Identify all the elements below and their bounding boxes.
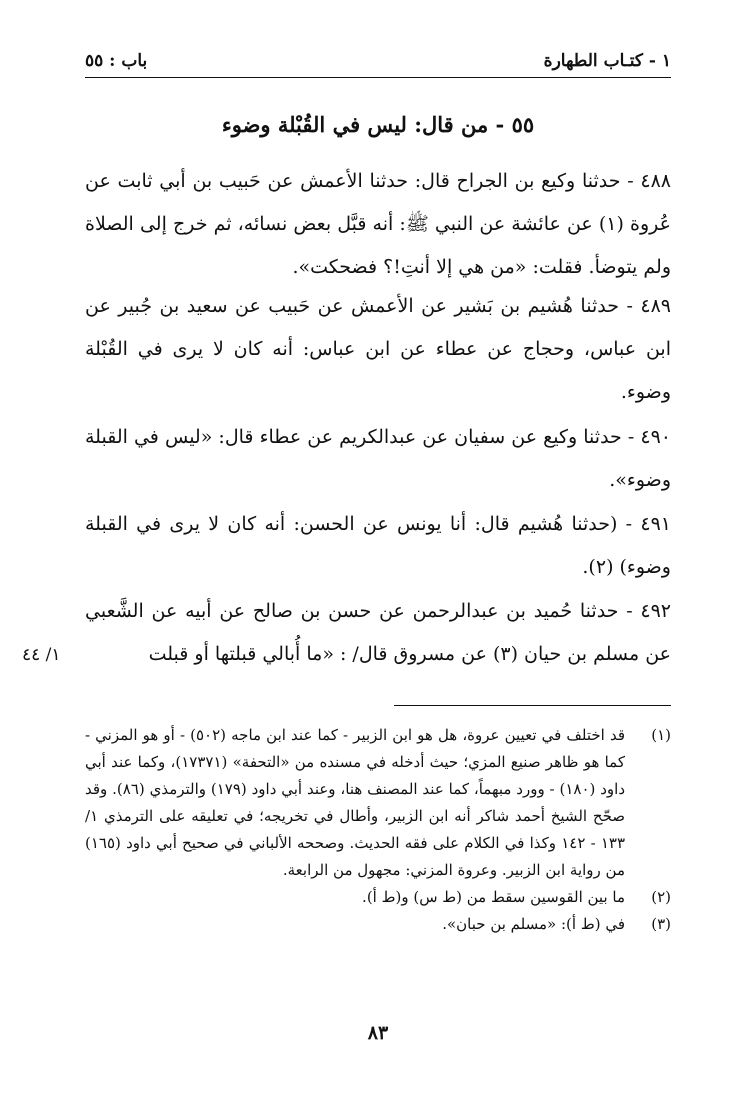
footnotes <box>85 722 671 938</box>
footnote-text: ما بين القوسين سقط من (ط س) و(ط أ). <box>362 888 625 906</box>
hadith-490: ٤٩٠ - حدثنا وكيع عن سفيان عن عبدالكريم عن عطاء قال: «ليس في القبلة وضوء». <box>85 426 672 491</box>
hadith-492: ٤٩٢ - حدثنا حُميد بن عبدالرحمن عن حسن بن صالح عن أبيه عن الشَّعبي عن مسلم بن حيان (٣) عن مسروق قال/ : «ما أُبالي قبلتها أو قبلت <box>85 600 671 665</box>
footnote-number: (٢) <box>651 888 671 906</box>
chapter-title: ٥٥ - من قال: ليس في القُبْلة وضوء <box>221 112 535 137</box>
header-chapter-ref: باب : ٥٥ <box>85 51 148 71</box>
hadith-491: ٤٩١ - (حدثنا هُشيم قال: أنا يونس عن الحسن: أنه كان لا يرى في القبلة وضوء) (٢). <box>85 513 671 578</box>
footnote-text: في (ط أ): «مسلم بن حبان». <box>442 915 625 933</box>
footnote <box>85 911 671 938</box>
running-header <box>85 40 671 78</box>
footnote-separator <box>394 705 671 706</box>
header-book-title: ١ - كتـاب الطهارة <box>543 51 671 71</box>
hadith-488: ٤٨٨ - حدثنا وكيع بن الجراح قال: حدثنا الأعمش عن حَبيب بن أبي ثابت عن عُروة (١) عن عائشة عن النبي ﷺ: أنه قبَّل بعض نسائه، ثم خرج إلى الصلاة ولم يتوضأ. فقلت: «من هي إلا أنتِ!؟ فضحكت». <box>85 170 671 278</box>
margin-volume-page-ref: ١/ ٤٤ <box>22 645 61 665</box>
footnote-number: (١) <box>651 726 671 744</box>
footnote-number: (٣) <box>651 915 671 933</box>
footnote-text: قد اختلف في تعيين عروة، هل هو ابن الزبير - كما عند ابن ماجه (٥٠٢) - أو هو المزني - كما هو ظاهر صنيع المزي؛ حيث أدخله في مسنده من «التحفة» (١٧٣٧١)، وكما عند أبي داود (١٨٠) - وورد مبهماً، كما عند المصنف هنا، وعند أبي داود (١٧٩) والترمذي (٨٦). وقد صحّح الشيخ أحمد شاكر أنه ابن الزبير، وأطال في تخريجه؛ في تعليقه على الترمذي ١/ ١٣٣ - ١٤٢ وكذا في الكلام على فقه الحديث. وصححه الألباني في صحيح أبي داود (١٦٥) من رواية ابن الزبير. وعروة المزني: مجهول من الرابعة. <box>85 726 626 879</box>
footnote <box>85 722 671 884</box>
page-number: ٨٣ <box>367 1022 389 1044</box>
hadith-489: ٤٨٩ - حدثنا هُشيم بن بَشير عن الأعمش عن حَبيب عن سعيد بن جُبير عن ابن عباس، وحجاج عن عطاء عن ابن عباس: أنه كان لا يرى في القُبْلة وضوء. <box>85 295 671 403</box>
footnote <box>85 884 671 911</box>
